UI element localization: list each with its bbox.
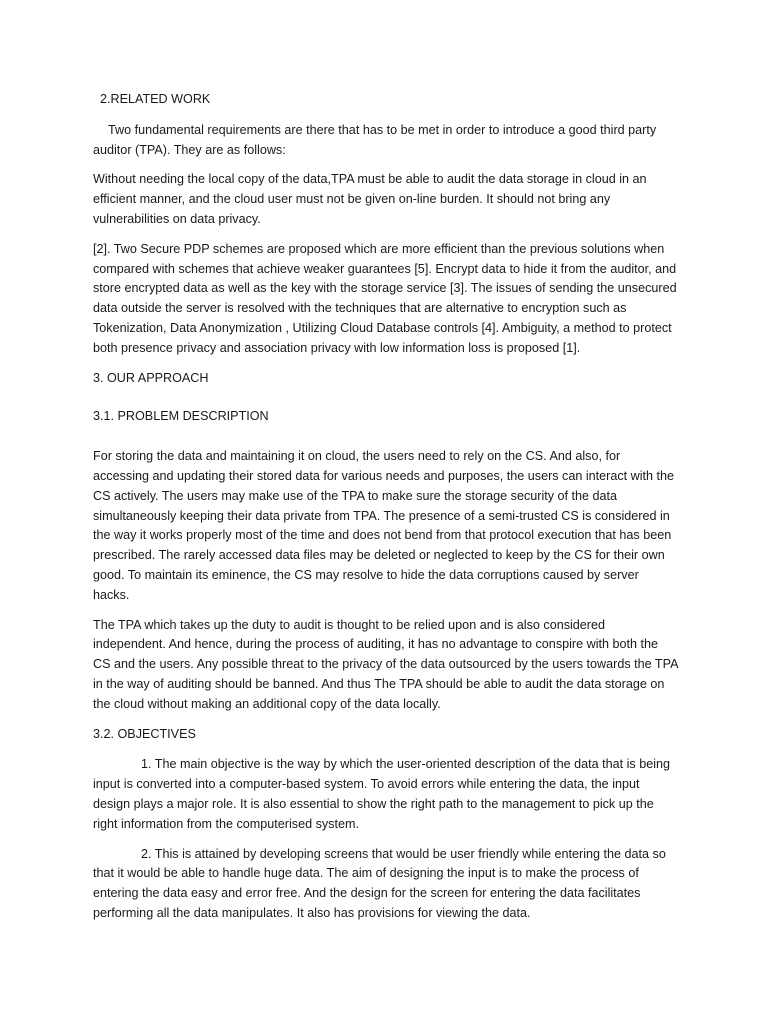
problem-description-heading: 3.1. PROBLEM DESCRIPTION	[93, 409, 269, 424]
objective-item-1: 1. The main objective is the way by which the user-oriented description of the data that is being input is converted into a computer-based system. To avoid errors while entering the data, the input design plays a major role. It is also essential to show the right path to the management to pick up the right information from the computerised system.	[93, 757, 671, 831]
objectives-heading: 3.2. OBJECTIVES	[93, 726, 196, 741]
related-work-heading: 2.RELATED WORK	[100, 92, 211, 106]
objective-item-2: 2. This is attained by developing screens that would be user friendly while entering the data so that it would be able to handle huge data. The aim of designing the input is to make the process of entering the data easy and error free. And the design for the screen for entering the data facilitates performing all the data manipulates. It also has provisions for viewing the data.	[93, 846, 666, 920]
document-page	[93, 90, 678, 934]
intro-paragraph: Two fundamental requirements are there that has to be met in order to introduce a good third party auditor (TPA). They are as follows:	[93, 122, 657, 157]
requirements-paragraph: Without needing the local copy of the data,TPA must be able to audit the data storage in cloud in an efficient manner, and the cloud user must not be given on-line burden. It should not bring any vulnerabilities on data privacy.	[93, 172, 647, 226]
our-approach-heading: 3. OUR APPROACH	[93, 370, 209, 385]
tpa-paragraph: The TPA which takes up the duty to audit is thought to be relied upon and is also considered independent. And hence, during the process of auditing, it has no advantage to conspire with both the CS and the users. Any possible threat to the privacy of the data outsourced by the users towards the TPA in the way of auditing should be banned. And thus The TPA should be able to audit the data storage on the cloud without making an additional copy of the data locally.	[93, 617, 678, 711]
problem-paragraph: For storing the data and maintaining it on cloud, the users need to rely on the CS. And also, for accessing and updating their stored data for various needs and purposes, the users can interact with the CS actively. The users may make use of the TPA to make sure the storage security of the data simultaneously keeping their data private from TPA. The presence of a semi-trusted CS is considered in the way it works properly most of the time and does not bend from that protocol execution that has been prescribed. The rarely accessed data files may be deleted or neglected to keep by the CS for their own good. To maintain its eminence, the CS may resolve to hide the data corruptions caused by server hacks.	[93, 449, 675, 602]
pdp-paragraph: [2]. Two Secure PDP schemes are proposed which are more efficient than the previous solutions when compared with schemes that achieve weaker guarantees [5]. Encrypt data to hide it from the auditor, and store encrypted data as well as the key with the storage service [3]. The issues of sending the unsecured data outside the server is resolved with the techniques that are alternative to encryption such as Tokenization, Data Anonymization , Utilizing Cloud Database controls [4]. Ambiguity, a method to protect both presence privacy and association privacy with low information loss is proposed [1].	[93, 241, 677, 355]
